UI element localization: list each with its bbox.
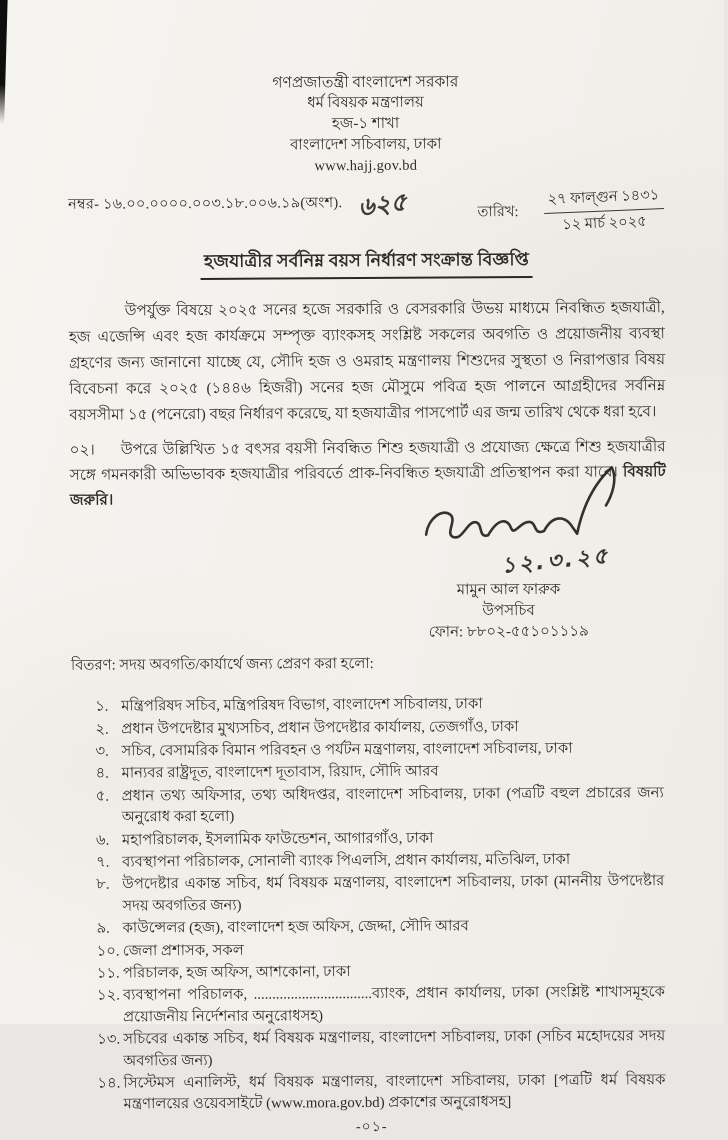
list-item [96, 849, 668, 874]
list-item-text: মহাপরিচালক, ইসলামিক ফাউন্ডেশন, আগারগাঁও, ঢাকা [121, 830, 434, 849]
date-area [477, 187, 664, 235]
branch-name: হজ-১ শাখা [331, 115, 400, 133]
letterhead [67, 70, 664, 179]
signatory-lines [378, 579, 638, 644]
date-bangla-calendar: ২৭ ফাল্গুন ১৪৩১ [544, 185, 664, 214]
list-item-text: সচিবের একান্ত সচিব, ধর্ম বিষয়ক মন্ত্রণালয়, বাংলাদেশ সচিবালয়, ঢাকা (সচিব মহোদয়ের সদয় অবগতির জন্য) [123, 1028, 666, 1070]
list-item [97, 1070, 669, 1116]
list-item-number: ১. [95, 698, 109, 715]
memo-number: নম্বর- ১৬.০০.০০০০.০০৩.১৮.০০৬.১৯(অংশ). [68, 195, 343, 213]
list-item-number: ৩. [95, 743, 109, 760]
list-item-number: ২. [95, 721, 109, 738]
secretariat-line: বাংলাদেশ সচিবালয়, ঢাকা [290, 136, 442, 154]
distribution-list [71, 693, 670, 1116]
list-item-text: সচিব, বেসামরিক বিমান পরিবহন ও পর্যটন মন্ত্রণালয়, বাংলাদেশ সচিবালয়, ঢাকা [121, 740, 573, 760]
government-name: গণপ্রজাতন্ত্রী বাংলাদেশ সরকার [272, 73, 459, 92]
list-item-number: ৬. [95, 832, 110, 849]
website-url: www.hajj.gov.bd [314, 157, 418, 175]
list-item-number: ৭. [96, 854, 110, 871]
handwritten-serial-number: ৬২৫ [357, 186, 408, 222]
handwritten-signature-date: ১২.৩.২৫ [500, 543, 612, 579]
list-item-number: ১২. [96, 987, 120, 1005]
paragraph-2-number: ০২। [69, 441, 95, 459]
date-label: তারিখ: [477, 204, 519, 221]
list-item-text: মান্যবর রাষ্ট্রদূত, বাংলাদেশ দূতাবাস, রিয়াদ, সৌদি আরব [121, 763, 439, 782]
reference-row [68, 186, 664, 238]
list-item-number: ১০. [96, 943, 120, 960]
list-item-text: ব্যবস্থাপনা পরিচালক, সোনালী ব্যাংক পিএলসি, প্রধান কার্যালয়, মতিঝিল, ঢাকা [122, 851, 571, 871]
list-item [97, 1026, 669, 1072]
list-item-number: ৮. [96, 876, 110, 894]
list-item-text: প্রধান তথ্য অফিসার, তথ্য অধিদপ্তর, বাংলাদেশ সচিবালয়, ঢাকা (পত্রটি বহুল প্রচারের জন্য অনুরোধ করা হলো) [121, 784, 664, 826]
list-item-number: ৫. [95, 788, 110, 805]
title-wrap [68, 246, 664, 280]
list-item [97, 960, 669, 985]
list-item [95, 716, 667, 741]
list-item-text: প্রধান উপদেষ্টার মুখ্যসচিব, প্রধান উপদেষ্টার কার্যালয়, তেজগাঁও, ঢাকা [121, 718, 519, 738]
list-item [97, 938, 669, 963]
ministry-name: ধর্ম বিষয়ক মন্ত্রণালয় [307, 94, 424, 112]
list-item-text: কাউন্সেলর (হজ), বাংলাদেশ হজ অফিস, জেদ্দা, সৌদি আরব [122, 918, 469, 937]
distribution-heading: বিতরণ: সদয় অবগতি/কার্যার্থে জন্য প্রেরণ করা হলো: [70, 655, 374, 674]
document-title: হজযাত্রীর সর্বনিম্ন বয়স নির্ধারণ সংক্রান্ত বিজ্ঞপ্তি [201, 247, 532, 279]
list-item-text: মন্ত্রিপরিষদ সচিব, মন্ত্রিপরিষদ বিভাগ, বাংলাদেশ সচিবালয়, ঢাকা [121, 696, 483, 715]
list-item [96, 783, 668, 829]
signatory-designation: উপসচিব [482, 602, 535, 619]
list-item [96, 827, 668, 852]
paragraph-2-text: উপরে উল্লিখিত ১৫ বৎসর বয়সী নিবন্ধিত শিশু হজযাত্রী ও প্রযোজ্য ক্ষেত্রে শিশু হজযাত্রীর সঙ্গে গমনকারী অভিভাবক হজযাত্রীর পরিবর্তে প্রাক-নিবন্ধিত হজযাত্রী প্রতিস্থাপন করা যাবে। [69, 437, 666, 484]
list-item [96, 760, 668, 785]
list-item-number: ৯. [96, 920, 110, 937]
list-item [96, 915, 668, 940]
list-item-text: উপদেষ্টার একান্ত সচিব, ধর্ম বিষয়ক মন্ত্রণালয়, বাংলাদেশ সচিবালয়, ঢাকা (মাননীয় উপদেষ্টার সদয় অবগতির জন্য) [122, 873, 665, 915]
date-stack [544, 185, 665, 237]
list-item-text: পরিচালক, হজ অফিস, আশকোনা, ঢাকা [122, 964, 351, 982]
list-item-number: ১৩. [97, 1031, 121, 1048]
list-item-number: ১১. [96, 965, 120, 982]
signature-block [378, 495, 639, 644]
body-paragraph-1: উপর্যুক্ত বিষয়ে ২০২৫ সনের হজে সরকারি ও বেসরকারি উভয় মাধ্যমে নিবন্ধিত হজযাত্রী, হজ এজেন্সি এবং হজ কার্যক্রমে সম্পৃক্ত ব্যাংকসহ সংশ্লিষ্ট সকলের অবগতি ও প্রয়োজনীয় ব্যবস্থা গ্রহণের জন্য জানানো যাচ্ছে যে, সৌদি হজ ও ওমরাহ মন্ত্রণালয় শিশুদের সুস্থতা ও নিরাপত্তার বিষয় বিবেচনা করে ২০২৫ (১৪৪৬ হিজরী) সনের হজ মৌসুমে পবিত্র হজ পালনে আগ্রহীদের সর্বনিম্ন বয়সসীমা ১৫ (পনেরো) বছর নির্ধারণ করেছে, যা হজযাত্রীর পাসপোর্ট এর জন্ম তারিখ থেকে ধরা হবে। [68, 298, 666, 424]
paragraph-2-emphasis: বিষয়টি জরুরি। [69, 462, 666, 509]
list-item-number: ১৪. [97, 1075, 121, 1092]
list-item [95, 738, 667, 763]
list-item [96, 872, 668, 918]
list-item-text: জেলা প্রশাসক, সকল [122, 942, 244, 960]
list-item [95, 693, 667, 718]
page-number: -০১- [355, 1119, 388, 1135]
date-gregorian-calendar: ১২ মার্চ ২০২৫ [562, 213, 648, 234]
signature-art [378, 495, 639, 581]
list-item-text: সিস্টেমস এনালিস্ট, ধর্ম বিষয়ক মন্ত্রণালয়, বাংলাদেশ সচিবালয়, ঢাকা [পত্রটি ধর্ম বিষয়ক মন্ত্রণালয়ের ওয়েবসাইটে (www.mora.gov.bd) প্রকাশের অনুরোধসহ] [123, 1072, 666, 1113]
list-item-number: ৪. [95, 765, 109, 782]
list-item [97, 983, 669, 1029]
signatory-name: মামুন আল ফারুক [456, 581, 561, 599]
signatory-phone: ফোন: ৮৮০২-৫৫১০১১১৯ [428, 623, 589, 641]
list-item-text: ব্যবস্থাপনা পরিচালক, ................................ব্যাংক, প্রধান কার্যালয়, ঢাকা (সংশ্লিষ্ট শাখাসমূহকে প্রয়োজনীয় নির্দেশনার অনুরোধসহ) [122, 984, 665, 1026]
